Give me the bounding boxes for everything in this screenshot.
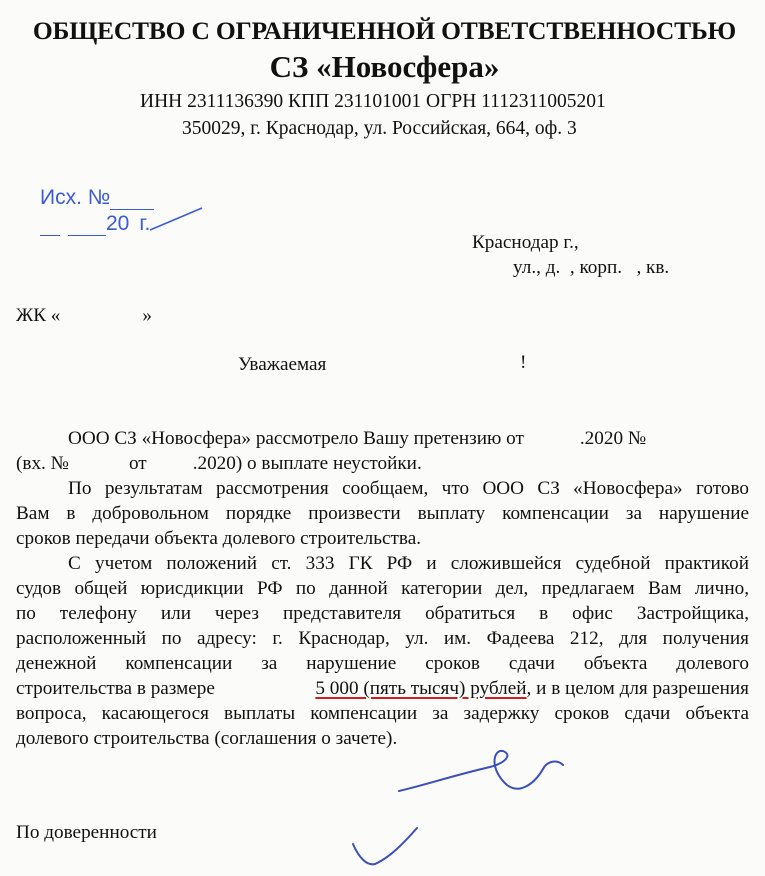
signature-icon [395, 745, 575, 805]
paragraph-3-line-4: расположенный по адресу: г. Краснодар, ул. им. Фадеева 212, для получения [16, 628, 749, 649]
outgoing-date-year: 20 [106, 212, 130, 235]
paragraph-2-line-3: сроков передачи объекта долевого строительства. [16, 528, 422, 549]
stamp-scribble-icon [146, 204, 206, 234]
paragraph-3-line-1: С учетом положений ст. 333 ГК РФ и сложившейся судебной практикой [68, 553, 749, 574]
paragraph-3-line-3: по телефону или через представителя обратиться в офис Застройщика, [16, 603, 749, 624]
org-requisites: ИНН 2311136390 КПП 231101001 ОГРН 1112311005201 [140, 91, 606, 112]
paragraph-3-line-6: строительства в размере 5 000 (пять тысяч) рублей, и в целом для разрешения [16, 678, 749, 699]
outgoing-number-label: Исх. № [40, 186, 111, 209]
paragraph-3-line-2: судов общей юрисдикции РФ по данной категории дел, предлагаем Вам лично, [16, 578, 749, 599]
outgoing-date-stamp [40, 212, 150, 236]
compensation-amount: 5 000 (пять тысяч) рублей [315, 678, 527, 699]
paragraph-1-line-1: ООО СЗ «Новосфера» рассмотрело Вашу претензию от .2020 № [68, 428, 647, 449]
salutation-mark: ! [520, 352, 527, 373]
paragraph-3-line-7: вопроса, касающегося выплаты компенсации за задержку сроков сдачи объекта [16, 703, 749, 724]
org-address: 350029, г. Краснодар, ул. Российская, 664, оф. 3 [182, 118, 577, 139]
outgoing-number-stamp [40, 186, 154, 210]
paragraph-2-line-1: По результатам рассмотрения сообщаем, что ООО СЗ «Новосфера» готово [68, 478, 749, 499]
signatory-label: По доверенности [16, 822, 157, 843]
checkmark-signature-icon [345, 822, 425, 872]
paragraph-1-line-2: (вх. № от .2020) о выплате неустойки. [16, 453, 422, 474]
compensation-lead: строительства в размере [16, 678, 215, 699]
complex-name: ЖК « » [16, 305, 152, 326]
paragraph-3-line-5: денежной компенсации за нарушение сроков сдачи объекта долевого [16, 653, 749, 674]
recipient-city: Краснодар г., [472, 232, 579, 253]
org-name-heading: СЗ «Новосфера» [269, 49, 500, 84]
outgoing-date-suffix: г. [139, 212, 151, 235]
recipient-address: ул., д. , корп. , кв. [513, 257, 670, 278]
salutation-word: Уважаемая [238, 354, 327, 375]
org-form-heading: ОБЩЕСТВО С ОГРАНИЧЕННОЙ ОТВЕТСТВЕННОСТЬЮ [32, 16, 737, 45]
paragraph-2-line-2: Вам в добровольном порядке произвести выплату компенсации за нарушение [16, 503, 749, 524]
paragraph-3-line-8: долевого строительства (соглашения о зачете). [16, 728, 398, 749]
